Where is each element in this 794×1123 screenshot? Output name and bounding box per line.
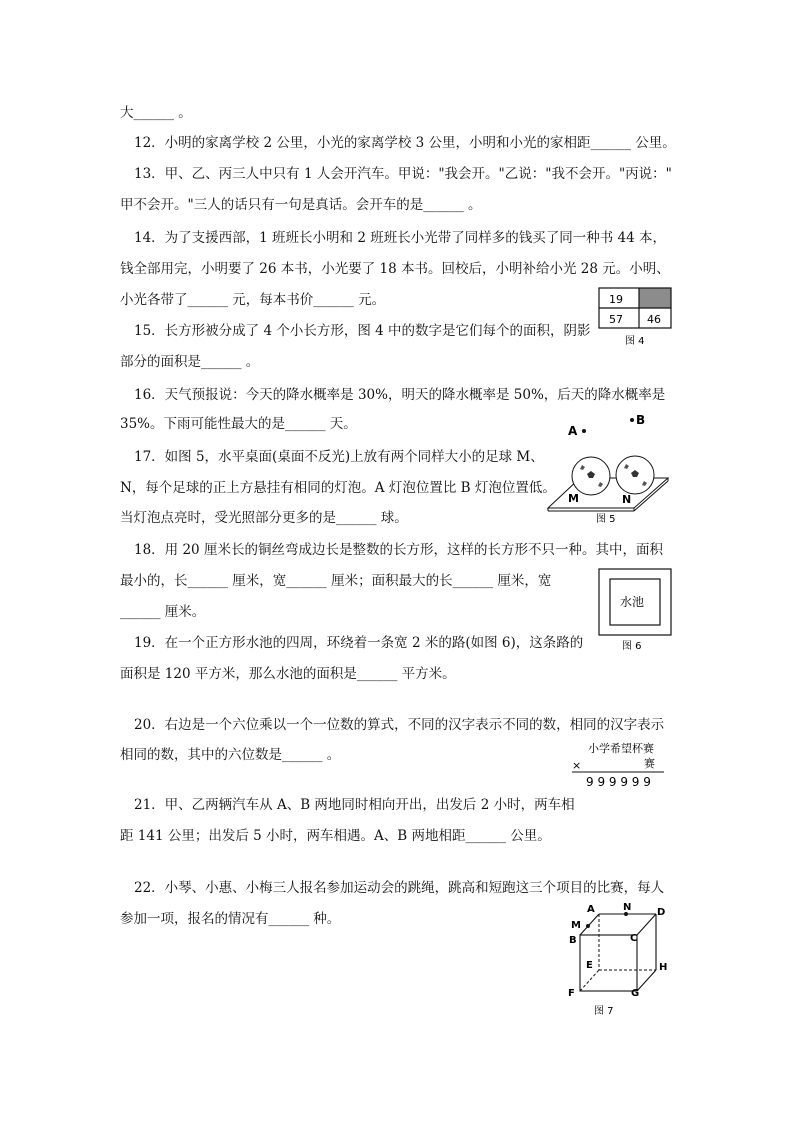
q16-line2: 35%。下雨可能性最大的是______ 天。 xyxy=(120,416,357,432)
fig5-caption: 图 5 xyxy=(596,514,616,525)
figure-7 xyxy=(562,898,682,1020)
q19-line2: 面积是 120 平方米，那么水池的面积是______ 平方米。 xyxy=(120,666,456,682)
calc-top: 小学希望杯赛 xyxy=(588,742,654,755)
fig7-label-e: E xyxy=(586,960,593,971)
fig4-shaded-cell xyxy=(639,288,671,308)
calc-result: 9 9 9 9 9 9 xyxy=(586,775,651,789)
q22-line2: 参加一项，报名的情况有______ 种。 xyxy=(120,911,341,927)
fig5-label-m: M xyxy=(568,492,579,505)
fig5-label-n: N xyxy=(622,493,632,506)
fig7-label-b: B xyxy=(569,935,577,946)
fig7-caption: 图 7 xyxy=(594,1006,614,1017)
fig7-label-m: M xyxy=(571,920,581,931)
q18-line2: 最小的，长______ 厘米，宽______ 厘米；面积最大的长______ 厘米，宽 xyxy=(120,573,552,589)
fig7-label-f: F xyxy=(568,988,575,999)
fig5-label-a: A xyxy=(568,424,578,438)
q22-line1: 22．小琴、小惠、小梅三人报名参加运动会的跳绳，跳高和短跑这三个项目的比赛，每人 xyxy=(134,880,665,896)
fig7-label-d: D xyxy=(657,907,666,918)
calculation xyxy=(568,738,668,794)
fig7-label-c: C xyxy=(630,933,638,944)
fig4-caption: 图 4 xyxy=(625,336,645,347)
fig5-label-b: B xyxy=(636,413,646,427)
q13-line2: 甲不会开。"三人的话只有一句是真话。会开车的是______ 。 xyxy=(120,197,482,213)
q14-line3: 小光各带了______ 元，每本书价______ 元。 xyxy=(120,292,386,308)
fig7-label-a: A xyxy=(587,904,595,915)
q21-line1: 21．甲、乙两辆汽车从 A、B 两地同时相向开出，出发后 2 小时，两车相 xyxy=(134,797,575,813)
q20-line1: 20．右边是一个六位乘以一个一位数的算式，不同的汉字表示不同的数，相同的汉字表示 xyxy=(134,717,665,733)
fig6-caption: 图 6 xyxy=(622,641,642,652)
q21-line2: 距 141 公里；出发后 5 小时，两车相遇。A、B 两地相距______ 公里。 xyxy=(120,828,551,844)
fig5-bulb-b xyxy=(630,418,634,422)
fig4-label-46: 46 xyxy=(647,313,661,326)
q19-line1: 19．在一个正方形水池的四周，环绕着一条宽 2 米的路(如图 6)，这条路的 xyxy=(134,635,584,651)
fig4-label-19: 19 xyxy=(609,293,623,306)
fig5-bulb-a xyxy=(582,429,586,433)
fig4-label-57: 57 xyxy=(609,313,623,326)
q14-line1: 14．为了支援西部，1 班班长小明和 2 班班长小光带了同样多的钱买了同一种书 44 本， xyxy=(134,230,666,246)
q17-line2: N，每个足球的正上方悬挂有相同的灯泡。A 灯泡位置比 B 灯泡位置低。 xyxy=(120,480,556,496)
q16-line1: 16．天气预报说：今天的降水概率是 30%，明天的降水概率是 50%，后天的降水概率是 xyxy=(134,387,666,403)
q20-line2: 相同的数，其中的六位数是______ 。 xyxy=(120,747,341,763)
q18-line3: ______ 厘米。 xyxy=(120,604,206,620)
q13-line1: 13．甲、乙、丙三人中只有 1 人会开汽车。甲说："我会开。"乙说："我不会开。"丙说：" xyxy=(134,166,672,182)
q12-text: 12．小明的家离学校 2 公里，小光的家离学校 3 公里，小明和小光的家相距______ 公里。 xyxy=(134,135,676,151)
q11-end: 大______ 。 xyxy=(120,105,192,121)
figure-6 xyxy=(596,566,678,654)
fig7-label-n: N xyxy=(623,902,632,913)
q14-line2: 钱全部用完，小明要了 26 本书，小光要了 18 本书。回校后，小明补给小光 28 元。小明、 xyxy=(120,261,670,277)
q18-line1: 18．用 20 厘米长的铜丝弯成边长是整数的长方形，这样的长方形不只一种。其中，面积 xyxy=(134,542,663,558)
fig7-label-g: G xyxy=(631,988,640,999)
q15-line1: 15．长方形被分成了 4 个小长方形，图 4 中的数字是它们每个的面积，阴影 xyxy=(134,323,591,339)
calc-multiplier: 赛 xyxy=(644,757,655,770)
fig6-label: 水池 xyxy=(620,595,645,609)
fig7-label-h: H xyxy=(659,962,668,973)
figure-4 xyxy=(597,286,677,348)
q15-line2: 部分的面积是______ 。 xyxy=(120,354,260,370)
q17-line1: 17．如图 5，水平桌面(桌面不反光)上放有两个同样大小的足球 M、 xyxy=(134,449,544,465)
calc-times: × xyxy=(572,759,582,772)
q17-line3: 当灯泡点亮时，受光照部分更多的是______ 球。 xyxy=(120,510,408,526)
figure-5 xyxy=(544,410,674,526)
